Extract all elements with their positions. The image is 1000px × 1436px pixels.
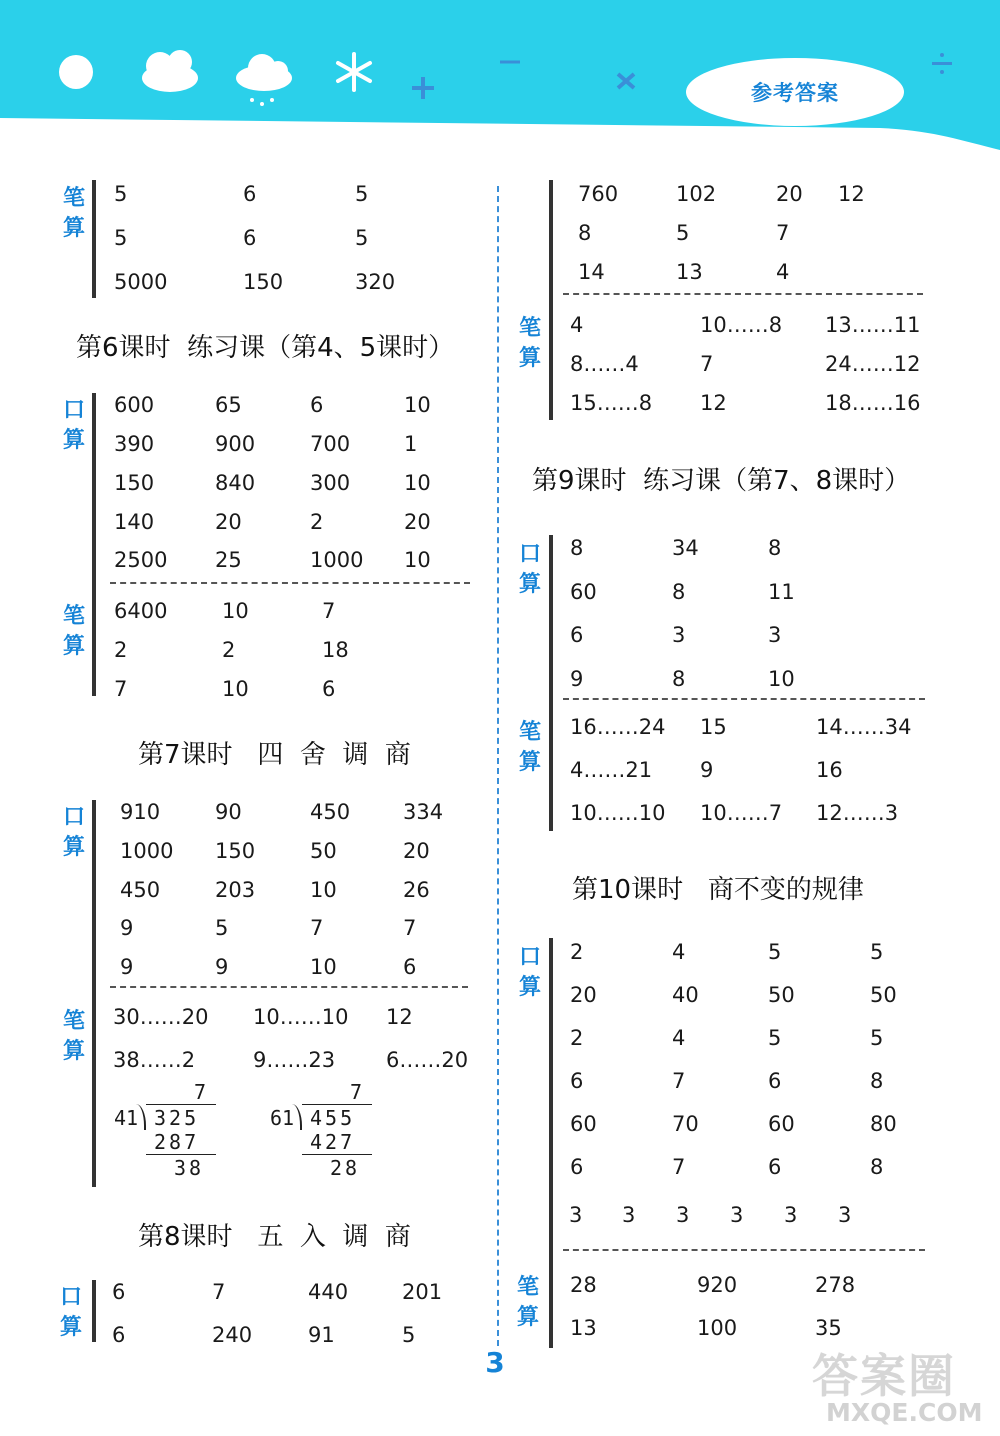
answer-value: 10	[222, 677, 249, 701]
answer-value: 5000	[114, 270, 168, 294]
quotient: 7	[350, 1080, 363, 1104]
answer-value: 450	[310, 800, 351, 824]
answer-value: 6	[570, 1069, 584, 1093]
answer-value: 3	[622, 1203, 636, 1227]
answer-badge: 参考答案	[686, 58, 904, 126]
answer-value: 10	[222, 599, 249, 623]
answer-value: 60	[570, 1112, 597, 1136]
bracket-bar	[92, 180, 96, 298]
answer-value: 34	[672, 536, 699, 560]
lesson-title: 第8课时 五 入 调 商	[138, 1222, 411, 1252]
answer-value: 14	[578, 260, 605, 284]
answer-value: 840	[215, 471, 256, 495]
answer-value: 10	[310, 878, 337, 902]
answer-value: 7	[322, 599, 336, 623]
answer-value: 8	[672, 667, 686, 691]
remainder: 28	[330, 1156, 361, 1180]
answer-value: 10	[768, 667, 795, 691]
answer-value: 12……3	[816, 801, 899, 825]
answer-value: 10	[404, 393, 431, 417]
column-divider	[497, 186, 499, 1346]
kousuan-label: 口算	[62, 398, 85, 453]
dashed-separator	[563, 698, 925, 700]
answer-value: 18	[322, 638, 349, 662]
bracket-bar	[549, 180, 553, 420]
answer-value: 20	[404, 510, 431, 534]
answer-value: 8	[672, 580, 686, 604]
answer-value: 38……2	[113, 1048, 196, 1072]
answer-value: 10……10	[253, 1005, 349, 1029]
answer-value: 25	[215, 548, 242, 572]
answer-value: 7	[403, 916, 417, 940]
answer-value: 4	[776, 260, 790, 284]
answer-value: 6	[570, 1155, 584, 1179]
answer-value: 440	[308, 1280, 349, 1304]
answer-value: 10	[310, 955, 337, 979]
answer-value: 5	[215, 916, 229, 940]
answer-value: 7	[672, 1155, 686, 1179]
bracket-bar	[92, 1280, 96, 1342]
answer-value: 8……4	[570, 352, 639, 376]
answer-value: 6	[112, 1280, 126, 1304]
answer-value: 9	[570, 667, 584, 691]
dividend: 325	[154, 1106, 200, 1130]
lesson-title: 第7课时 四 舍 调 商	[138, 740, 411, 770]
answer-value: 910	[120, 800, 161, 824]
answer-value: 13	[570, 1316, 597, 1340]
answer-value: 80	[870, 1112, 897, 1136]
answer-value: 240	[212, 1323, 253, 1347]
answer-value: 6	[768, 1069, 782, 1093]
answer-value: 7	[310, 916, 324, 940]
answer-value: 3	[784, 1203, 798, 1227]
answer-value: 100	[697, 1316, 738, 1340]
answer-value: 60	[768, 1112, 795, 1136]
answer-value: 8	[578, 221, 592, 245]
answer-value: 5	[870, 940, 884, 964]
kousuan-label: 口算	[59, 1285, 82, 1340]
answer-value: 6	[243, 226, 257, 250]
answer-value: 15……8	[570, 391, 653, 415]
answer-value: 2	[570, 1026, 584, 1050]
bisuan-label: 笔算	[62, 604, 85, 659]
answer-value: 28	[570, 1273, 597, 1297]
answer-value: 9	[215, 955, 229, 979]
answer-value: 8	[768, 536, 782, 560]
answer-value: 102	[676, 182, 717, 206]
answer-value: 390	[114, 432, 155, 456]
answer-value: 6	[768, 1155, 782, 1179]
product: 427	[310, 1130, 356, 1154]
answer-value: 4……21	[570, 758, 653, 782]
bracket-bar	[92, 800, 96, 1187]
answer-value: 203	[215, 878, 256, 902]
answer-value: 60	[570, 580, 597, 604]
divisor: 41	[114, 1106, 139, 1130]
answer-value: 6	[112, 1323, 126, 1347]
subtraction-line	[146, 1154, 216, 1155]
answer-value: 9	[120, 955, 134, 979]
answer-value: 334	[403, 800, 444, 824]
answer-value: 3	[676, 1203, 690, 1227]
lesson-title: 第10课时 商不变的规律	[572, 875, 864, 905]
kousuan-label: 口算	[518, 542, 541, 597]
kousuan-label: 口算	[518, 945, 541, 1000]
answer-value: 320	[355, 270, 396, 294]
bisuan-label: 笔算	[518, 720, 541, 775]
answer-value: 150	[215, 839, 256, 863]
division-bar	[146, 1104, 216, 1105]
answer-value: 4	[672, 940, 686, 964]
answer-value: 5	[355, 226, 369, 250]
bracket-bar	[549, 535, 553, 831]
answer-value: 91	[308, 1323, 335, 1347]
remainder: 38	[174, 1156, 205, 1180]
answer-value: 5	[402, 1323, 416, 1347]
bisuan-label: 笔算	[516, 1275, 539, 1330]
bracket-bar	[92, 393, 96, 696]
answer-value: 450	[120, 878, 161, 902]
answer-value: 6	[243, 182, 257, 206]
answer-value: 16	[816, 758, 843, 782]
answer-value: 14……34	[816, 715, 912, 739]
answer-value: 2500	[114, 548, 168, 572]
answer-value: 5	[114, 182, 128, 206]
cloud-icon	[142, 50, 198, 92]
answer-value: 5	[768, 940, 782, 964]
answer-value: 20	[776, 182, 803, 206]
answer-value: 12	[838, 182, 865, 206]
answer-value: 50	[310, 839, 337, 863]
answer-value: 3	[730, 1203, 744, 1227]
answer-value: 7	[114, 677, 128, 701]
answer-value: 2	[570, 940, 584, 964]
answer-value: 7	[212, 1280, 226, 1304]
answer-value: 140	[114, 510, 155, 534]
answer-value: 2	[310, 510, 324, 534]
answer-value: 24……12	[825, 352, 921, 376]
answer-value: 6	[570, 623, 584, 647]
answer-value: 4	[570, 313, 584, 337]
answer-value: 20	[403, 839, 430, 863]
division-bar	[302, 1104, 372, 1105]
answer-value: 5	[355, 182, 369, 206]
answer-value: 50	[870, 983, 897, 1007]
answer-value: 3	[768, 623, 782, 647]
answer-value: 26	[403, 878, 430, 902]
answer-value: 700	[310, 432, 351, 456]
answer-value: 13	[676, 260, 703, 284]
product: 287	[154, 1130, 200, 1154]
answer-value: 3	[672, 623, 686, 647]
answer-value: 1	[404, 432, 418, 456]
answer-value: 8	[870, 1069, 884, 1093]
answer-value: 920	[697, 1273, 738, 1297]
bracket-bar	[549, 938, 553, 1348]
answer-value: 6	[322, 677, 336, 701]
answer-value: 150	[243, 270, 284, 294]
watermark-logo: 答案圈	[812, 1349, 956, 1403]
sun-icon	[59, 55, 93, 89]
answer-value: 5	[114, 226, 128, 250]
watermark-url: MXQE.COM	[826, 1398, 983, 1427]
quotient: 7	[194, 1080, 207, 1104]
dashed-separator	[110, 986, 468, 988]
answer-value: 10	[404, 548, 431, 572]
answer-value: 13……11	[825, 313, 921, 337]
answer-value: 40	[672, 983, 699, 1007]
answer-value: 2	[114, 638, 128, 662]
divisor: 61	[270, 1106, 295, 1130]
answer-value: 5	[870, 1026, 884, 1050]
answer-value: 12	[700, 391, 727, 415]
answer-value: 15	[700, 715, 727, 739]
answer-value: 9	[120, 916, 134, 940]
division-bracket	[292, 1104, 302, 1130]
dividend: 455	[310, 1106, 356, 1130]
subtraction-line	[302, 1154, 372, 1155]
answer-value: 201	[402, 1280, 443, 1304]
answer-value: 50	[768, 983, 795, 1007]
answer-value: 6400	[114, 599, 168, 623]
answer-value: 278	[815, 1273, 856, 1297]
answer-value: 20	[570, 983, 597, 1007]
answer-value: 12	[386, 1005, 413, 1029]
answer-value: 70	[672, 1112, 699, 1136]
answer-value: 16……24	[570, 715, 666, 739]
answer-value: 9	[700, 758, 714, 782]
answer-value: 10……10	[570, 801, 666, 825]
answer-value: 6	[403, 955, 417, 979]
bisuan-label: 笔算	[518, 316, 541, 371]
answer-value: 35	[815, 1316, 842, 1340]
dashed-separator	[563, 1249, 925, 1251]
division-bracket	[136, 1104, 146, 1130]
answer-value: 8	[570, 536, 584, 560]
answer-value: 3	[569, 1203, 583, 1227]
lesson-title: 第6课时 练习课（第4、5课时）	[76, 333, 455, 363]
answer-value: 760	[578, 182, 619, 206]
answer-value: 4	[672, 1026, 686, 1050]
answer-value: 9……23	[253, 1048, 336, 1072]
page-number: 3	[485, 1346, 505, 1379]
dashed-separator	[110, 582, 470, 584]
lesson-title: 第9课时 练习课（第7、8课时）	[532, 466, 911, 496]
answer-value: 6……20	[386, 1048, 469, 1072]
dashed-separator	[563, 293, 923, 295]
answer-value: 90	[215, 800, 242, 824]
answer-value: 1000	[120, 839, 174, 863]
answer-value: 7	[672, 1069, 686, 1093]
answer-value: 7	[700, 352, 714, 376]
answer-value: 5	[676, 221, 690, 245]
answer-value: 6	[310, 393, 324, 417]
answer-value: 300	[310, 471, 351, 495]
answer-value: 600	[114, 393, 155, 417]
answer-value: 1000	[310, 548, 364, 572]
answer-value: 2	[222, 638, 236, 662]
answer-value: 10	[404, 471, 431, 495]
answer-value: 30……20	[113, 1005, 209, 1029]
answer-value: 8	[870, 1155, 884, 1179]
bisuan-label: 笔算	[62, 1009, 85, 1064]
kousuan-label: 口算	[62, 805, 85, 860]
answer-value: 65	[215, 393, 242, 417]
answer-value: 20	[215, 510, 242, 534]
answer-value: 150	[114, 471, 155, 495]
answer-value: 10……8	[700, 313, 783, 337]
answer-value: 18……16	[825, 391, 921, 415]
answer-value: 11	[768, 580, 795, 604]
answer-value: 7	[776, 221, 790, 245]
answer-value: 10……7	[700, 801, 783, 825]
answer-value: 900	[215, 432, 256, 456]
answer-value: 3	[838, 1203, 852, 1227]
answer-value: 5	[768, 1026, 782, 1050]
bisuan-label: 笔算	[62, 186, 85, 241]
